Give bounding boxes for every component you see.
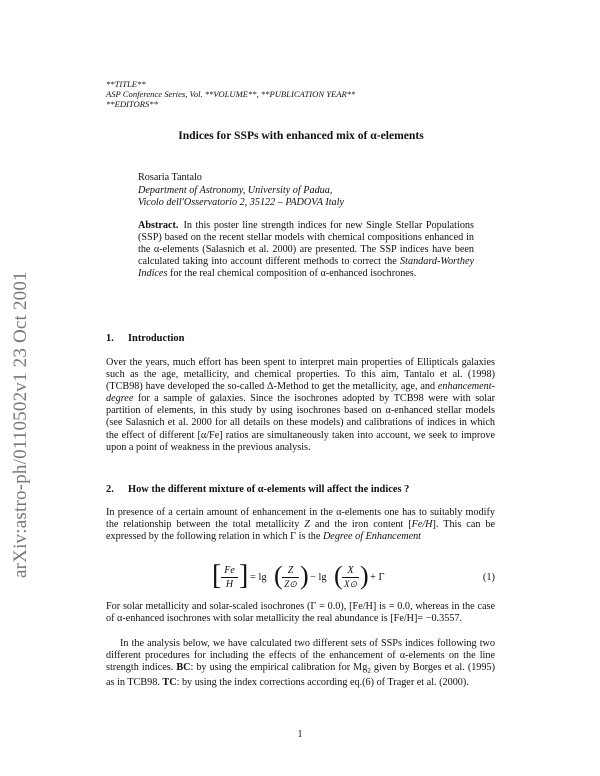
fraction-z-num: Z <box>282 565 299 578</box>
s2p3-text-b: : by using the empirical calibration for Mg <box>190 662 368 674</box>
abstract <box>138 220 474 280</box>
header-editors: **EDITORS** <box>106 99 158 110</box>
s2p3-text-a: In the analysis below, we have calculated two different sets of SSPs indices following two different procedures for including the effects of the enhancement of α-elements on the line strength indices. <box>106 638 495 674</box>
section-1-title: Introduction <box>128 333 185 344</box>
author-name: Rosaria Tantalo <box>138 172 202 183</box>
fraction-x <box>342 565 359 590</box>
eq-minus-lg: − lg <box>310 572 327 583</box>
left-bracket: [ <box>212 560 222 591</box>
abstract-label: Abstract. <box>138 220 179 231</box>
section-2-title: How the different mixture of α-elements will affect the indices ? <box>128 484 410 495</box>
fraction-fe-h <box>221 565 238 590</box>
fraction-xsun: X⊙ <box>343 579 358 589</box>
s2p3-sub: 2 <box>367 667 371 676</box>
header-title-placeholder: **TITLE** <box>106 79 146 89</box>
abstract-text-a: In this poster line strength indices for new Single Stellar Populations (SSP) based on the recent stellar models with chemical compositions enhanced in the α-elements (Salasnich et al. 2000) are presented. The SSP indices have been calculated taking into account different methods to correct the <box>138 220 474 267</box>
left-paren-1: ( <box>274 561 283 590</box>
header-series: ASP Conference Series, Vol. **VOLUME**, **PUBLICATION YEAR** <box>106 89 356 100</box>
fraction-h: H <box>225 579 234 590</box>
eq-plus-gamma: + Γ <box>370 572 385 583</box>
section-1-number: 1. <box>106 333 114 344</box>
s2p1-italic: Degree of Enhancement <box>322 531 422 543</box>
affiliation-line-1: Department of Astronomy, University of Padua, <box>138 185 333 196</box>
equation-1 <box>106 560 495 596</box>
fraction-zsun: Z⊙ <box>284 579 297 589</box>
right-paren-2: ) <box>360 561 369 590</box>
s2p1-text-c: ]. This can be expressed by the following relation in which Γ is the <box>106 519 495 543</box>
paper-title: Indices for SSPs with enhanced mix of α-elements <box>178 129 424 142</box>
equation-body <box>212 560 392 596</box>
section-2-number: 2. <box>106 484 114 495</box>
intro-text-italic: enhancement-degree <box>106 381 495 405</box>
author-affiliation <box>138 185 468 209</box>
page-number: 1 <box>297 729 303 740</box>
conference-header <box>106 79 496 110</box>
arxiv-stamp: arXiv:astro-ph/0110502v1 23 Oct 2001 <box>10 271 31 578</box>
left-paren-2: ( <box>334 561 343 590</box>
s2p1-feh: Fe/H <box>411 519 433 531</box>
s2p3-text-d: : by using the index corrections according eq.(6) of Trager et al. (2000). <box>176 677 469 689</box>
intro-text-b: for a sample of galaxies. Since the isochrones adopted by TCB98 were with solar partition of elements, in this study by using isochrones based on α-enhanced stellar models (see Salasnich et al. 2000 for all details on these models) and calibrations of indices in which the effect of different [α/Fe] ratios are simultaneously taken into account, we seek to improve upon a point of weakness in the previous analysis. <box>106 393 495 453</box>
fraction-z <box>282 565 299 590</box>
abstract-text-italic: Standard-Worthey Indices <box>138 255 474 279</box>
s2p3-text-c: given by Borges et al. (1995) as in TCB98. <box>106 662 495 689</box>
section-2-paragraph-1 <box>106 507 495 543</box>
s2p1-z: Z <box>304 519 310 531</box>
s2p3-tc: TC <box>162 677 177 689</box>
fraction-x-num: X <box>342 565 359 578</box>
s2p1-text-a: In presence of a certain amount of enhancement in the α-elements one has to suitably modify the relationship between the total metallicity <box>106 507 495 531</box>
equation-number: (1) <box>482 572 495 583</box>
abstract-text-b: for the real chemical composition of α-enhanced isochrones. <box>167 267 417 279</box>
section-1-heading <box>106 333 184 344</box>
section-1-paragraph <box>106 357 495 454</box>
s2p3-bc: BC <box>176 662 191 674</box>
s2p1-text-b: and the iron content [ <box>309 519 412 531</box>
right-bracket: ] <box>239 560 249 591</box>
section-2-heading <box>106 484 409 495</box>
fraction-fe: Fe <box>221 565 238 578</box>
intro-text-a: Over the years, much effort has been spent to interpret main properties of Ellipticals galaxies such as the age, metallicity, and chemical properties. To this aim, Tantalo et al. (1998) (TCB98) have developed the so-called Δ-Method to get the metallicity, age, and <box>106 357 495 393</box>
eq-equals-lg: = lg <box>250 572 267 583</box>
section-2-paragraph-2: For solar metallicity and solar-scaled isochrones (Γ = 0.0), [Fe/H] is = 0.0, whereas in the case of α-enhanced isochrones with solar metallicity the real abundance is [Fe/H]= −0.3557. <box>106 601 495 625</box>
section-2-paragraph-3 <box>106 638 495 689</box>
right-paren-1: ) <box>300 561 309 590</box>
affiliation-line-2: Vicolo dell'Osservatorio 2, 35122 – PADOVA Italy <box>138 197 344 209</box>
